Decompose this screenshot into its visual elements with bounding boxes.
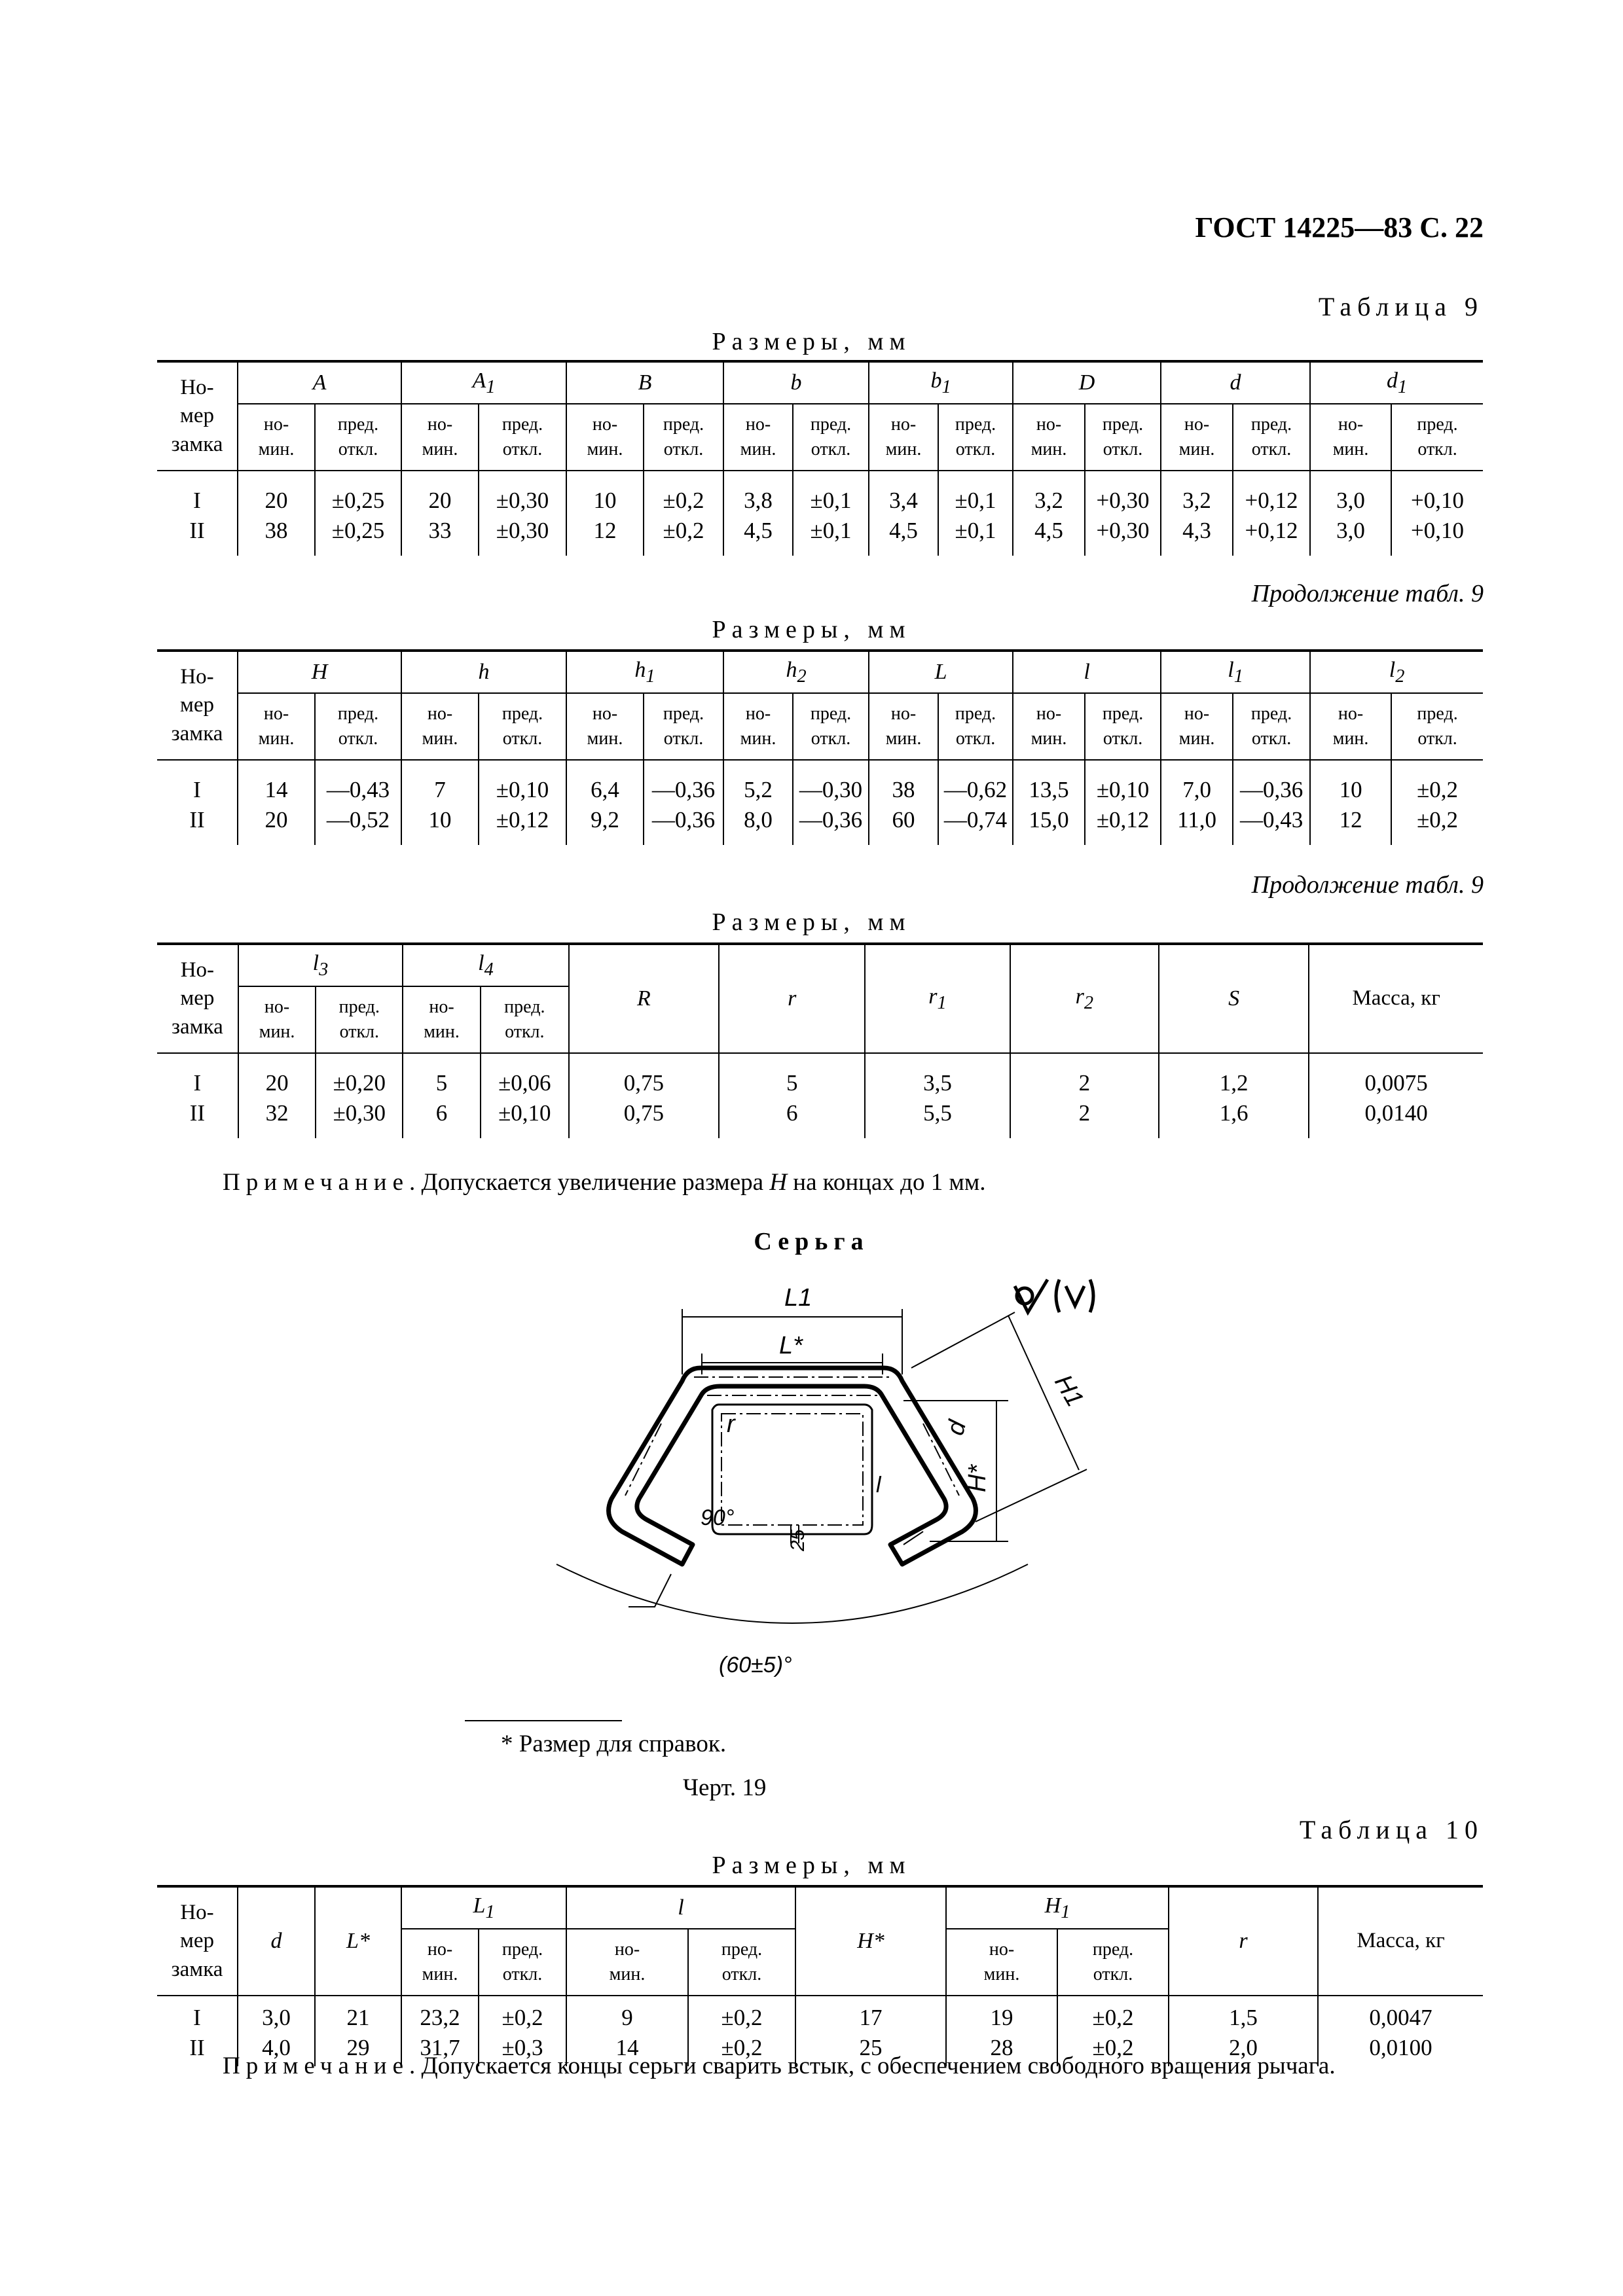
sub-dev: пред. откл. <box>1233 404 1310 471</box>
sub-nom: но- мин. <box>401 1929 479 1996</box>
sub-dev: пред. откл. <box>316 986 403 1053</box>
table-cell: 0,75 0,75 <box>569 1053 719 1138</box>
table-10 <box>157 1885 1483 2066</box>
sub-nom: но- мин. <box>869 693 938 760</box>
col-r: r <box>1169 1886 1318 1996</box>
col-D: D <box>1013 361 1161 404</box>
sub-nom: но- мин. <box>869 404 938 471</box>
table-cell: 10 12 <box>1310 760 1391 845</box>
label-L-star: L* <box>779 1332 803 1359</box>
col-L: L <box>869 651 1013 693</box>
sub-nom: но- мин. <box>1013 404 1085 471</box>
sub-dev: пред. откл. <box>315 404 401 471</box>
sub-nom: но- мин. <box>238 404 315 471</box>
col-r1: $r_1$ <box>865 944 1010 1053</box>
sub-nom: но- мин. <box>403 986 481 1053</box>
label-25-right: 25 <box>787 1529 809 1551</box>
earring-inner-contour <box>712 1405 872 1534</box>
col-d1: $d_1$ <box>1310 361 1483 404</box>
col-r: r <box>719 944 865 1053</box>
table-cell: 2 2 <box>1010 1053 1159 1138</box>
col-h2: $h_2$ <box>723 651 869 693</box>
table-cell: ±0,30 ±0,30 <box>479 471 566 556</box>
table-cell: 5 6 <box>719 1053 865 1138</box>
table-cell: ±0,10 ±0,12 <box>479 760 566 845</box>
table-cell: I II <box>189 1070 206 1126</box>
sub-dev: пред. откл. <box>644 404 723 471</box>
label-r-top: r <box>727 1410 735 1438</box>
sub-nom: но- мин. <box>1161 404 1233 471</box>
sub-dev: пред. откл. <box>1391 404 1483 471</box>
sub-nom: но- мин. <box>566 1929 688 1996</box>
sub-nom: но- мин. <box>566 404 644 471</box>
units-label: Размеры, мм <box>712 616 911 643</box>
sub-nom: но- мин. <box>1161 693 1233 760</box>
table-cell: +0,10 +0,10 <box>1391 471 1483 556</box>
col-l2: $l_2$ <box>1310 651 1483 693</box>
table-cell: ±0,1 ±0,1 <box>938 471 1013 556</box>
col-d: d <box>238 1886 315 1996</box>
col-number-header: Но- мер замка <box>157 944 238 1053</box>
table-cell: 0,0047 0,0100 <box>1318 1996 1483 2066</box>
col-B: B <box>566 361 723 404</box>
table-cell: ±0,20 ±0,30 <box>316 1053 403 1138</box>
table-9-label: Таблица 9 <box>1318 292 1484 321</box>
sub-dev: пред. откл. <box>1391 693 1483 760</box>
table-cell: —0,36 —0,36 <box>644 760 723 845</box>
table-9c-label: Продолжение табл. 9 <box>1251 871 1484 899</box>
units-label: Размеры, мм <box>712 908 911 936</box>
col-h: h <box>401 651 566 693</box>
sub-nom: но- мин. <box>1310 404 1391 471</box>
sub-dev: пред. откл. <box>938 693 1013 760</box>
label-L1: L1 <box>784 1284 812 1312</box>
footnote: * Размер для справок. <box>501 1731 727 1757</box>
table-cell: 1,5 2,0 <box>1169 1996 1318 2066</box>
table-cell: 38 60 <box>869 760 938 845</box>
sub-dev: пред. откл. <box>479 693 566 760</box>
table-cell: 17 25 <box>795 1996 946 2066</box>
sub-dev: пред. откл. <box>481 986 569 1053</box>
sub-dev: пред. откл. <box>793 404 869 471</box>
label-H-star: H* <box>964 1464 991 1492</box>
units-label: Размеры, мм <box>712 1852 911 1879</box>
sub-dev: пред. откл. <box>793 693 869 760</box>
col-l1: $l_1$ <box>1161 651 1310 693</box>
sub-dev: пред. откл. <box>479 1929 566 1996</box>
dimension-line-25 <box>629 1532 923 1607</box>
table-9-continued-1 <box>157 649 1483 845</box>
table-cell: 3,0 3,0 <box>1310 471 1391 556</box>
col-H-star: H* <box>795 1886 946 1996</box>
footnote-line <box>465 1720 622 1721</box>
col-mass: Масса, кг <box>1318 1886 1483 1996</box>
label-60-deg: (60±5)° <box>719 1653 792 1677</box>
table-cell: ±0,10 ±0,12 <box>1085 760 1161 845</box>
table-cell: ±0,2 ±0,2 <box>1391 760 1483 845</box>
sub-nom: но- мин. <box>723 693 793 760</box>
table-cell: 5,2 8,0 <box>723 760 793 845</box>
table-cell: I II <box>189 488 205 543</box>
sub-nom: но- мин. <box>723 404 793 471</box>
sub-nom: но- мин. <box>401 404 479 471</box>
table-cell: 20 32 <box>238 1053 316 1138</box>
table-cell: 3,0 4,0 <box>238 1996 315 2066</box>
col-l: l <box>1013 651 1161 693</box>
table-cell: ±0,2 ±0,2 <box>1057 1996 1169 2066</box>
sub-nom: но- мин. <box>566 693 644 760</box>
sub-dev: пред. откл. <box>1233 693 1310 760</box>
table-cell: 23,2 31,7 <box>401 1996 479 2066</box>
label-l: l <box>876 1473 881 1498</box>
sub-nom: но- мин. <box>238 986 316 1053</box>
label-d: d <box>941 1418 972 1439</box>
table-cell: 14 20 <box>238 760 315 845</box>
drawing-title: Серьга <box>754 1228 869 1255</box>
col-l: l <box>566 1886 795 1929</box>
table-cell: I II <box>189 777 205 833</box>
table-9-continued-2 <box>157 942 1483 1138</box>
table-9b-label: Продолжение табл. 9 <box>1251 580 1484 607</box>
table-cell: ±0,2 ±0,2 <box>688 1996 795 2066</box>
sub-nom: но- мин. <box>401 693 479 760</box>
table-cell: 9 14 <box>566 1996 688 2066</box>
table-cell: I II <box>189 2005 205 2060</box>
col-b: b <box>723 361 869 404</box>
sub-nom: но- мин. <box>1013 693 1085 760</box>
table-cell: ±0,1 ±0,1 <box>793 471 869 556</box>
table-cell: 3,2 4,5 <box>1013 471 1085 556</box>
table-cell: ±0,25 ±0,25 <box>315 471 401 556</box>
table-cell: 3,2 4,3 <box>1161 471 1233 556</box>
col-number-header: Но- мер замка <box>157 1886 238 1996</box>
col-A: A <box>238 361 401 404</box>
table-cell: 7,0 11,0 <box>1161 760 1233 845</box>
table-cell: 3,4 4,5 <box>869 471 938 556</box>
table-cell: —0,30 —0,36 <box>793 760 869 845</box>
sub-nom: но- мин. <box>238 693 315 760</box>
drawing-caption: Черт. 19 <box>683 1774 767 1801</box>
col-H: H <box>238 651 401 693</box>
sub-nom: но- мин. <box>946 1929 1057 1996</box>
table-cell: 10 12 <box>566 471 644 556</box>
roughness-symbol <box>1015 1280 1093 1312</box>
table-cell: 20 33 <box>401 471 479 556</box>
col-number-header: Но- мер замка <box>157 651 238 760</box>
earring-centerline <box>625 1377 959 1525</box>
table-cell: 20 38 <box>238 471 315 556</box>
table-cell: 0,0075 0,0140 <box>1309 1053 1483 1138</box>
sub-dev: пред. откл. <box>315 693 401 760</box>
label-H1: H1 <box>1049 1370 1089 1412</box>
table-cell: 3,8 4,5 <box>723 471 793 556</box>
col-R: R <box>569 944 719 1053</box>
table-cell: 13,5 15,0 <box>1013 760 1085 845</box>
col-A1: $A_1$ <box>401 361 566 404</box>
col-d: d <box>1161 361 1310 404</box>
table-cell: 3,5 5,5 <box>865 1053 1010 1138</box>
table-cell: —0,43 —0,52 <box>315 760 401 845</box>
label-90-deg: 90° <box>701 1505 735 1530</box>
col-number-header: Но- мер замка <box>157 361 238 471</box>
table-cell: 6,4 9,2 <box>566 760 644 845</box>
col-mass: Масса, кг <box>1309 944 1483 1053</box>
table-cell: ±0,2 ±0,2 <box>644 471 723 556</box>
table-cell: ±0,06 ±0,10 <box>481 1053 569 1138</box>
col-r2: $r_2$ <box>1010 944 1159 1053</box>
units-label: Размеры, мм <box>712 328 911 355</box>
table-cell: 7 10 <box>401 760 479 845</box>
sub-dev: пред. откл. <box>938 404 1013 471</box>
note-1: Примечание. Допускается увеличение размера H на концах до 1 мм. <box>223 1169 986 1196</box>
table-cell: —0,62 —0,74 <box>938 760 1013 845</box>
table-cell: —0,36 —0,43 <box>1233 760 1310 845</box>
note-2: Примечание. Допускается концы серьги сварить встык, с обеспечением свободного вращения рычага. <box>223 2053 1336 2079</box>
col-b1: $b_1$ <box>869 361 1013 404</box>
table-cell: +0,12 +0,12 <box>1233 471 1310 556</box>
sub-dev: пред. откл. <box>1057 1929 1169 1996</box>
col-H1: $H_1$ <box>946 1886 1169 1929</box>
col-L1: $L_1$ <box>401 1886 566 1929</box>
sub-dev: пред. откл. <box>688 1929 795 1996</box>
col-l4: $l_4$ <box>403 944 569 986</box>
col-L-star: L* <box>315 1886 401 1996</box>
sub-dev: пред. откл. <box>1085 404 1161 471</box>
col-h1: $h_1$ <box>566 651 723 693</box>
sub-dev: пред. откл. <box>1085 693 1161 760</box>
table-cell: ±0,2 ±0,3 <box>479 1996 566 2066</box>
table-cell: 21 29 <box>315 1996 401 2066</box>
earring-drawing <box>511 1276 1133 1702</box>
dimension-arc-60 <box>556 1564 1028 1623</box>
page-header: ГОСТ 14225—83 С. 22 <box>1195 211 1484 243</box>
table-cell: +0,30 +0,30 <box>1085 471 1161 556</box>
table-cell: 19 28 <box>946 1996 1057 2066</box>
sub-nom: но- мин. <box>1310 693 1391 760</box>
sub-dev: пред. откл. <box>644 693 723 760</box>
table-10-label: Таблица 10 <box>1299 1815 1484 1844</box>
col-S: S <box>1159 944 1309 1053</box>
sub-dev: пред. откл. <box>479 404 566 471</box>
col-l3: $l_3$ <box>238 944 403 986</box>
table-cell: 1,2 1,6 <box>1159 1053 1309 1138</box>
table-cell: 5 6 <box>403 1053 481 1138</box>
table-9 <box>157 360 1483 556</box>
